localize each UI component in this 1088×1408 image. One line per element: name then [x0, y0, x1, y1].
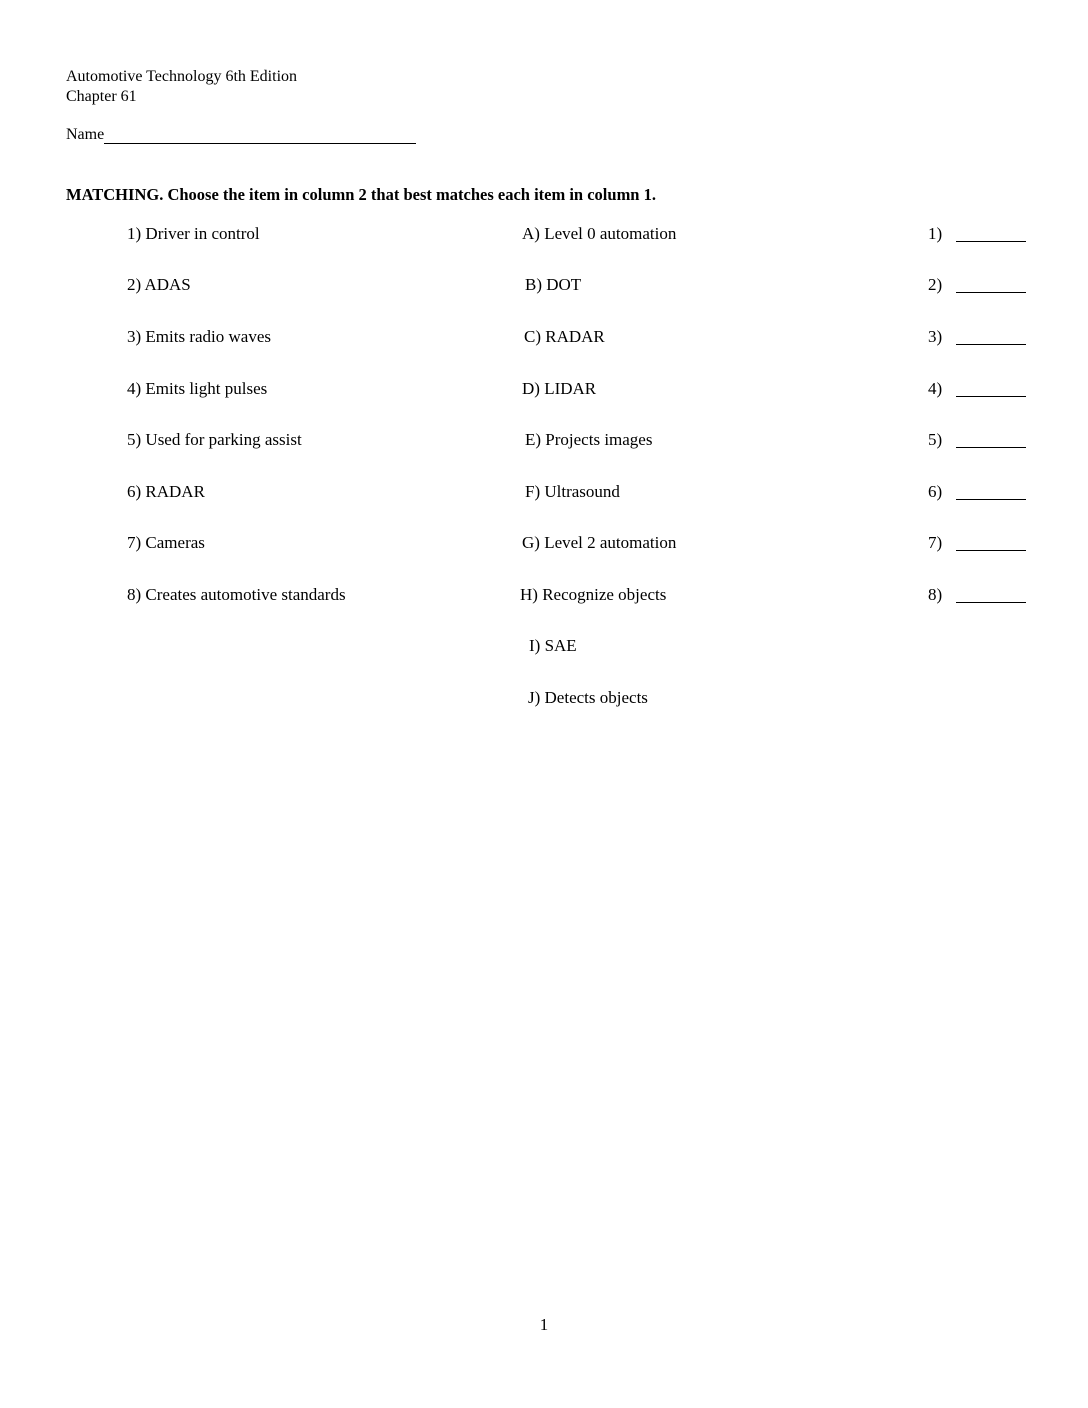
answer-number: 7)	[928, 533, 943, 552]
answer-number: 6)	[928, 482, 943, 501]
answer-blank[interactable]	[956, 447, 1026, 448]
matching-row	[0, 532, 1088, 556]
answer-number: 8)	[928, 585, 943, 604]
column1-item: 2) ADAS	[127, 275, 191, 294]
matching-row	[0, 584, 1088, 608]
column2-item: E) Projects images	[525, 430, 653, 449]
answer-number: 4)	[928, 379, 943, 398]
column2-item: I) SAE	[529, 636, 577, 655]
matching-row	[0, 326, 1088, 350]
answer-blank[interactable]	[956, 499, 1026, 500]
matching-row	[0, 378, 1088, 402]
matching-row	[0, 481, 1088, 505]
column1-item: 1) Driver in control	[127, 224, 260, 243]
column2-item: C) RADAR	[524, 327, 605, 346]
column1-item: 4) Emits light pulses	[127, 379, 268, 398]
column2-item: D) LIDAR	[522, 379, 597, 398]
column2-item: H) Recognize objects	[520, 585, 667, 604]
answer-blank[interactable]	[956, 292, 1026, 293]
column1-item: 8) Creates automotive standards	[127, 585, 346, 604]
matching-row	[0, 429, 1088, 453]
chapter-label: Chapter 61	[66, 88, 137, 105]
column1-item: 3) Emits radio waves	[127, 327, 271, 346]
column1-item: 6) RADAR	[127, 482, 205, 501]
matching-row	[0, 274, 1088, 298]
name-label: Name	[66, 126, 105, 143]
answer-blank[interactable]	[956, 602, 1026, 603]
answer-number: 1)	[928, 224, 943, 243]
matching-row	[0, 687, 1088, 711]
column1-item: 7) Cameras	[127, 533, 205, 552]
page-number: 1	[539, 1315, 549, 1334]
column2-item: A) Level 0 automation	[522, 224, 677, 243]
answer-blank[interactable]	[956, 344, 1026, 345]
answer-number: 3)	[928, 327, 943, 346]
column2-item: B) DOT	[525, 275, 582, 294]
matching-instructions: MATCHING. Choose the item in column 2 that best matches each item in column 1.	[66, 185, 656, 204]
answer-blank[interactable]	[956, 396, 1026, 397]
column1-item: 5) Used for parking assist	[127, 430, 302, 449]
book-title: Automotive Technology 6th Edition	[66, 68, 298, 85]
answer-blank[interactable]	[956, 241, 1026, 242]
answer-number: 2)	[928, 275, 943, 294]
matching-row	[0, 223, 1088, 247]
matching-row	[0, 635, 1088, 659]
answer-blank[interactable]	[956, 550, 1026, 551]
name-field[interactable]	[104, 125, 416, 144]
name-row	[66, 125, 416, 145]
column2-item: J) Detects objects	[528, 688, 648, 707]
column2-item: F) Ultrasound	[525, 482, 620, 501]
column2-item: G) Level 2 automation	[522, 533, 677, 552]
answer-number: 5)	[928, 430, 943, 449]
